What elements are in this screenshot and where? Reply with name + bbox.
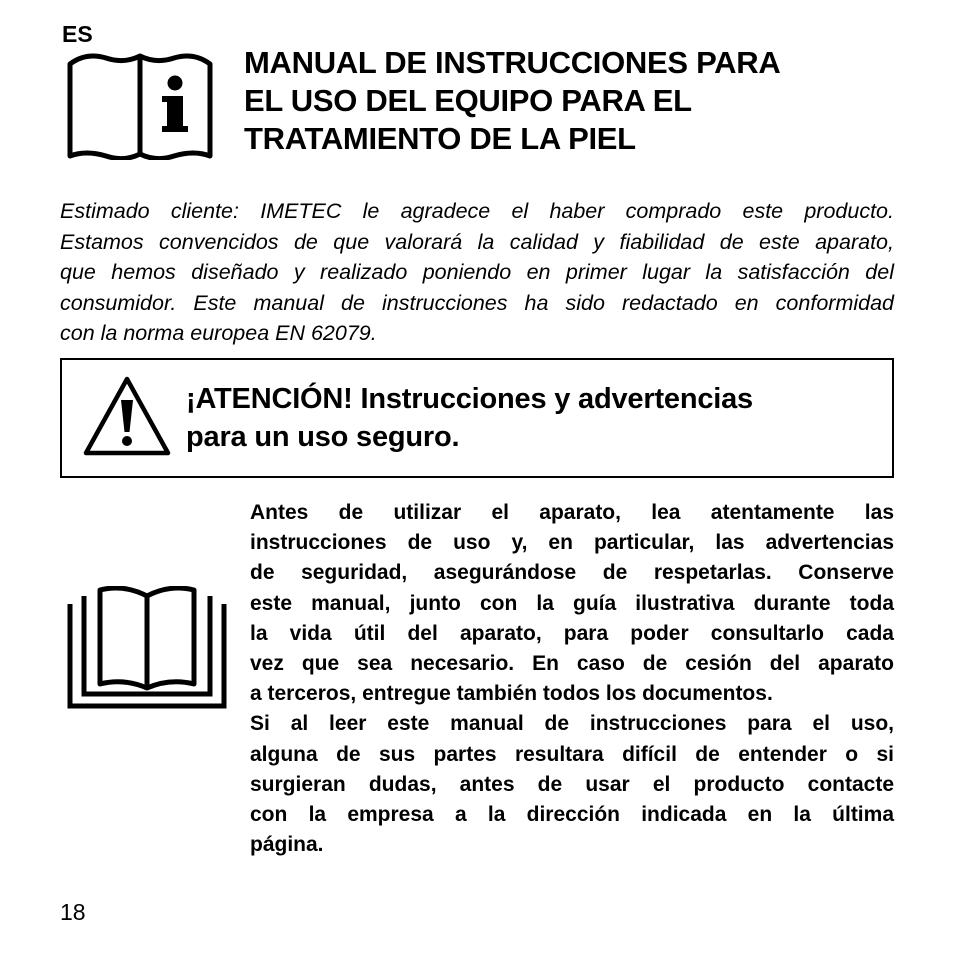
instructions-line: la vida útil del aparato, para poder consultarlo cada xyxy=(250,621,894,645)
intro-line: Estimado cliente: IMETEC le agradece el haber comprado este producto. xyxy=(60,199,894,223)
instructions-line: con la empresa a la dirección indicada en la última xyxy=(250,803,894,827)
warning-heading xyxy=(186,380,753,456)
language-tag: ES xyxy=(62,21,93,47)
instructions-paragraph xyxy=(250,498,894,860)
instructions-line: vez que sea necesario. En caso de cesión del aparato xyxy=(250,652,894,676)
intro-paragraph xyxy=(60,196,894,349)
instructions-line: página. xyxy=(250,833,324,857)
page-title xyxy=(244,44,904,158)
instructions-line: instrucciones de uso y, en particular, las advertencias xyxy=(250,531,894,555)
intro-line: consumidor. Este manual de instrucciones ha sido redactado en conformidad xyxy=(60,290,894,315)
intro-line: con la norma europea EN 62079. xyxy=(60,321,377,346)
instructions-line: Antes de utilizar el aparato, lea atentamente las xyxy=(250,501,894,524)
instructions-line: de seguridad, asegurándose de respetarlas. Conserve xyxy=(250,561,894,585)
warning-line: ¡ATENCIÓN! Instrucciones y advertencias xyxy=(186,383,753,415)
info-manual-icon xyxy=(66,50,214,160)
warning-triangle-icon xyxy=(82,374,172,458)
instructions-line: alguna de sus partes resultara difícil de entender o si xyxy=(250,742,894,766)
intro-line: que hemos diseñado y realizado poniendo en primer lugar la satisfacción del xyxy=(60,260,894,285)
safety-warning-box xyxy=(60,358,894,478)
instructions-line: este manual, junto con la guía ilustrativa durante toda xyxy=(250,591,894,615)
title-line: EL USO DEL EQUIPO PARA EL xyxy=(244,83,692,118)
instructions-line: a terceros, entregue también todos los documentos. xyxy=(250,682,773,706)
instructions-line: Si al leer este manual de instrucciones para el uso, xyxy=(250,712,894,736)
title-line: MANUAL DE INSTRUCCIONES PARA xyxy=(244,45,781,80)
warning-line: para un uso seguro. xyxy=(186,421,460,453)
instructions-line: surgieran dudas, antes de usar el producto contacte xyxy=(250,772,894,796)
page-number: 18 xyxy=(60,899,86,925)
intro-line: Estamos convencidos de que valorará la calidad y fiabilidad de este aparato, xyxy=(60,229,894,254)
title-line: TRATAMIENTO DE LA PIEL xyxy=(244,121,636,156)
open-book-icon xyxy=(66,586,228,710)
